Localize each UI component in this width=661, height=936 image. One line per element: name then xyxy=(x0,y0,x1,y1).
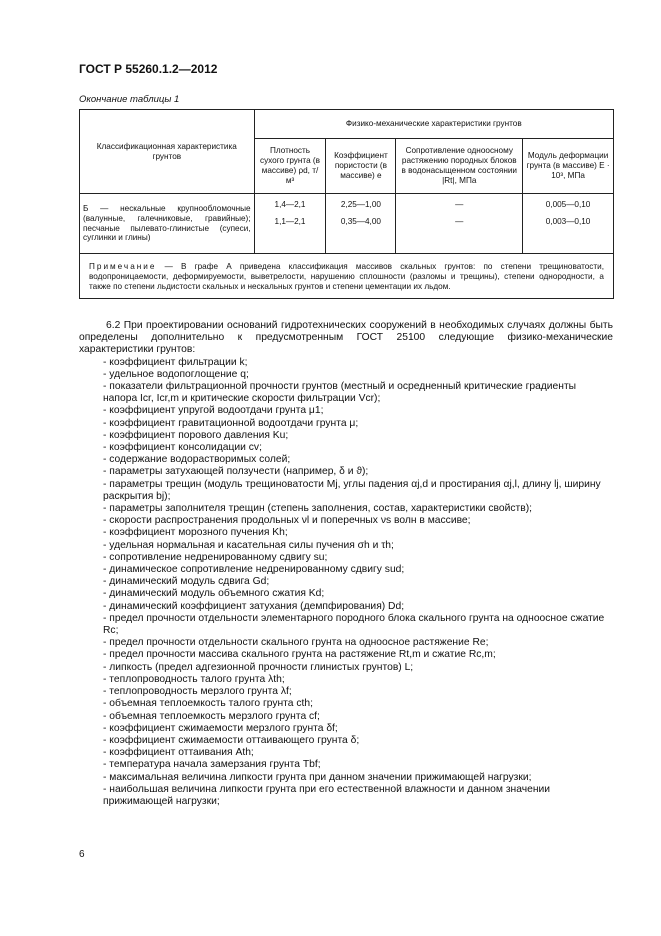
list-item: - коэффициент фильтрации k; xyxy=(103,356,248,368)
list-item: - параметры заполнителя трещин (степень заполнения, состав, характеристики свойств); xyxy=(103,503,532,515)
table-header-tensile: Сопротивление одноосному растяжению породных блоков в водонасыщенном состоянии |Rt|, МПа xyxy=(396,139,523,194)
list-item: - предел прочности массива скального грунта на растяжение Rt,m и сжатие Rc,m; xyxy=(103,649,496,661)
note-label: Примечание xyxy=(89,262,157,272)
list-item: - сопротивление недренированному сдвигу su; xyxy=(103,551,328,563)
table-value: 0,35—4,00 xyxy=(340,217,381,226)
list-item: - предел прочности отдельности скального грунта на одноосное растяжение Re; xyxy=(103,637,489,649)
table-header-classification: Классификационная характеристика грунтов xyxy=(80,110,255,194)
list-item: - предел прочности отдельности элементарного породного блока скального грунта на одноосное сжатие Rc; xyxy=(103,612,605,637)
list-item: - параметры затухающей ползучести (например, δ и ϑ); xyxy=(103,466,369,478)
list-item: - динамический коэффициент затухания (демпфирования) Dd; xyxy=(103,600,405,612)
list-item: - коэффициент оттаивания Ath; xyxy=(103,747,254,759)
list-item: - коэффициент упругой водоотдачи грунта μ1; xyxy=(103,405,324,417)
table-value: 1,4—2,1 xyxy=(274,200,306,209)
table-caption: Окончание таблицы 1 xyxy=(79,94,180,105)
list-item: - температура начала замерзания грунта Tbf; xyxy=(103,759,321,771)
table-header-modulus: Модуль деформации грунта (в массиве) E · 10³, МПа xyxy=(523,139,614,194)
list-item: - максимальная величина липкости грунта при данном значении прижимающей нагрузки; xyxy=(103,771,532,783)
table-value: — xyxy=(455,217,464,226)
properties-table xyxy=(79,109,614,299)
list-item: - удельное водопоглощение q; xyxy=(103,368,249,380)
section-6-2 xyxy=(79,320,613,808)
table-cell-density xyxy=(254,194,326,254)
list-item: - удельная нормальная и касательная силы пучения σh и τh; xyxy=(103,539,394,551)
characteristics-list xyxy=(79,357,613,809)
list-item: - коэффициент гравитационной водоотдачи грунта μ; xyxy=(103,417,359,429)
list-item: - коэффициент консолидации cv; xyxy=(103,442,262,454)
list-item: - коэффициент сжимаемости мерзлого грунта δf; xyxy=(103,722,338,734)
table-cell-porosity xyxy=(326,194,396,254)
table-cell-tensile xyxy=(396,194,523,254)
page-number: 6 xyxy=(79,849,85,860)
table-cell-modulus xyxy=(523,194,614,254)
list-item: - содержание водорастворимых солей; xyxy=(103,454,291,466)
table-value: 2,25—1,00 xyxy=(340,200,381,209)
table-header-group: Физико-механические характеристики грунтов xyxy=(254,110,613,139)
document-header: ГОСТ Р 55260.1.2—2012 xyxy=(79,62,218,76)
list-item: - теплопроводность мерзлого грунта λf; xyxy=(103,686,292,698)
list-item: - коэффициент сжимаемости оттаивающего грунта δ; xyxy=(103,734,360,746)
table-value: — xyxy=(455,200,464,209)
list-item: - теплопроводность талого грунта λth; xyxy=(103,673,285,685)
table-header-porosity: Коэффициент пористости (в массиве) е xyxy=(326,139,396,194)
list-item: - динамический модуль объемного сжатия Kd; xyxy=(103,588,325,600)
list-item: - объемная теплоемкость талого грунта cth; xyxy=(103,698,313,710)
list-item: - коэффициент морозного пучения Kh; xyxy=(103,527,288,539)
table-value: 1,1—2,1 xyxy=(274,217,306,226)
section-intro: 6.2 При проектировании оснований гидротехнических сооружений в необходимых случаях должны быть определены дополнительно к предусмотренным ГОСТ 25100 следующие физико-механические характеристики грунтов: xyxy=(79,320,613,356)
list-item: - скорости распространения продольных νl и поперечных νs волн в массиве; xyxy=(103,515,471,527)
list-item: - наибольшая величина липкости грунта при его естественной влажности и данном значении прижимающей нагрузки; xyxy=(103,783,551,807)
list-item: - коэффициент порового давления Ku; xyxy=(103,429,289,441)
list-item: - липкость (предел адгезионной прочности глинистых грунтов) L; xyxy=(103,661,414,673)
table-value: 0,003—0,10 xyxy=(545,217,591,226)
table-header-density: Плотность сухого грунта (в массиве) ρd, т/м³ xyxy=(254,139,326,194)
list-item: - динамическое сопротивление недренированному сдвигу sud; xyxy=(103,564,405,576)
list-item: - объемная теплоемкость мерзлого грунта cf; xyxy=(103,710,320,722)
table-value: 0,005—0,10 xyxy=(545,200,591,209)
list-item: - показатели фильтрационной прочности грунтов (местный и осредненный критические градиенты напора Icr, Icr,m и критические скорости фильтрации Vcr); xyxy=(103,381,577,405)
list-item: - параметры трещин (модуль трещиноватости Mj, углы падения αj,d и простирания αj,l, длину lj, ширину раскрытия bj); xyxy=(103,478,601,502)
list-item: - динамический модуль сдвига Gd; xyxy=(103,576,270,588)
table-note xyxy=(80,254,614,299)
table-cell-classification: Б — нескальные крупнообломочные (валунные, галечниковые, гравийные); песчаные пылевато-глинистые (супеси, суглинки и глины) xyxy=(80,194,255,254)
note-text: — В графе А приведена классификация массивов скальных грунтов: по степени трещиноватости, водопроницаемости, деформируемости, выветрелости, нарушению сплошности (разломы и трещины), степени однородности, а также по степени льдистости скальных и нескальных грунтов и степени цементации их льдом. xyxy=(89,262,604,291)
